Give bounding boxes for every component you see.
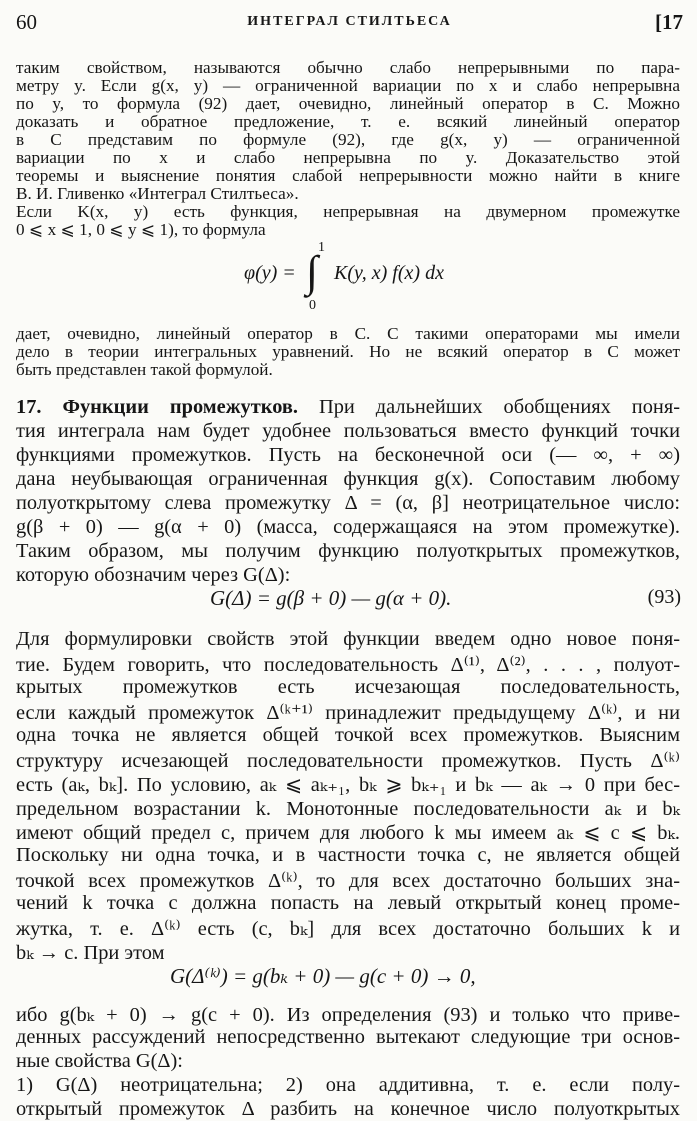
text-line: жутка, т. е. Δ⁽ᵏ⁾ есть (c, bₖ] для всех достаточно больших k и xyxy=(16,918,680,940)
text-line: функциями промежутков. Пусть на бесконечной оси (— ∞, + ∞) xyxy=(16,444,680,466)
text-line: В. И. Гливенко «Интеграл Стилтьеса». xyxy=(16,184,299,203)
text-line: таким свойством, называются обычно слабо непрерывными по пара- xyxy=(16,58,680,77)
running-title: ИНТЕГРАЛ СТИЛТЬЕСА xyxy=(247,14,452,29)
text-line: g(β + 0) — g(α + 0) (масса, содержащаяся на этом промежутке). xyxy=(16,516,680,538)
text-line: 17. Функции промежутков. При дальнейших обобщениях поня- xyxy=(16,396,681,418)
formula-93-body: G(Δ) = g(β + 0) — g(α + 0). xyxy=(210,586,452,610)
text-line: по y, то формула (92) дает, очевидно, линейный оператор в C. Можно xyxy=(16,94,680,113)
integral-lower-limit: 0 xyxy=(309,298,316,313)
text-line: денных рассуждений непосредственно вытекают следующие три основ- xyxy=(16,1026,680,1048)
text-line: дана неубывающая ограниченная функция g(x). Сопоставим любому xyxy=(16,468,680,490)
text-line: чений k точка c должна попасть на левый открытый конец проме- xyxy=(16,892,680,914)
section-heading: 17. Функции промежутков. xyxy=(16,396,299,418)
text-line: если каждый промежуток Δ⁽ᵏ⁺¹⁾ принадлежит предыдущему Δ⁽ᵏ⁾, и ни xyxy=(16,702,680,724)
text-line: Для формулировки свойств этой функции введем одно новое поня- xyxy=(16,628,680,650)
text-line: метру y. Если g(x, y) — ограниченной вариации по x и слабо непрерывна xyxy=(16,76,680,95)
text-line: ибо g(bₖ + 0) → g(c + 0). Из определения (93) и только что приве- xyxy=(16,1004,680,1026)
text-line: быть представлен такой формулой. xyxy=(16,360,273,379)
text-line: 1) G(Δ) неотрицательна; 2) она аддитивна, т. е. если полу- xyxy=(16,1074,680,1096)
text-line: полуоткрытому слева промежутку Δ = (α, β] неотрицательное число: xyxy=(16,492,680,514)
limit-formula-body: G(Δ⁽ᵏ⁾) = g(bₖ + 0) — g(c + 0) → 0, xyxy=(170,964,476,988)
text-line: теоремы и выяснение понятия слабой непрерывности можно найти в книге xyxy=(16,166,680,185)
text-line: которую обозначим через G(Δ): xyxy=(16,564,291,586)
section-marker: [17 xyxy=(655,10,683,34)
page-number: 60 xyxy=(16,10,37,34)
text-line: в C представим по формуле (92), где g(x, y) — ограниченной xyxy=(16,130,680,149)
text-line: предельном возрастании k. Монотонные последовательности aₖ и bₖ xyxy=(16,798,680,820)
text-line: точкой всех промежутков Δ⁽ᵏ⁾, то для всех достаточно больших зна- xyxy=(16,870,680,892)
text-line: доказать и обратное предложение, т. е. всякий линейный оператор xyxy=(16,112,680,131)
text-line: ные свойства G(Δ): xyxy=(16,1050,183,1072)
text-line: есть (aₖ, bₖ]. По условию, aₖ ⩽ aₖ₊₁, bₖ ⩾ bₖ₊₁ и bₖ — aₖ → 0 при бес- xyxy=(16,774,680,796)
text-line: дает, очевидно, линейный оператор в C. С такими операторами мы имели xyxy=(16,324,680,343)
text-line: крытых промежутков есть исчезающая последовательность, xyxy=(16,676,680,698)
text-line: структуру исчезающей последовательности промежутков. Пусть Δ⁽ᵏ⁾ xyxy=(16,750,680,772)
text-line: тия интеграла нам будет удобнее пользоваться вместо функций точки xyxy=(16,420,680,442)
formula-rhs: K(y, x) f(x) dx xyxy=(334,262,444,284)
text-line: дело в теории интегральных уравнений. Но не всякий оператор в C может xyxy=(16,342,680,361)
text-line: тие. Будем говорить, что последовательность Δ⁽¹⁾, Δ⁽²⁾, . . . , полуот- xyxy=(16,654,680,676)
text-line: bₖ → c. При этом xyxy=(16,942,165,964)
text-line: открытый промежуток Δ разбить на конечное число полуоткрытых xyxy=(16,1098,680,1120)
integral-sign: ∫ xyxy=(306,247,319,296)
text-line: вариации по x и слабо непрерывна по y. Доказательство этой xyxy=(16,148,680,167)
text-line: одна точка не является общей точкой всех промежутков. Выясним xyxy=(16,724,680,746)
text-line: Если K(x, y) есть функция, непрерывная на двумерном промежутке xyxy=(16,202,680,221)
equation-number: (93) xyxy=(647,586,681,608)
page-header xyxy=(16,8,683,38)
text-line: имеют общий предел c, причем для любого k мы имеем aₖ ⩽ c ⩽ bₖ. xyxy=(16,822,680,844)
text-line: Таким образом, мы получим функцию полуоткрытых промежутков, xyxy=(16,540,680,562)
text-line: Поскольку ни одна точка, и в частности точка c, не является общей xyxy=(16,844,680,866)
integral-upper-limit: 1 xyxy=(318,240,325,255)
text-line: 0 ⩽ x ⩽ 1, 0 ⩽ y ⩽ 1), то формула xyxy=(16,220,266,239)
formula-lhs: φ(y) = xyxy=(244,262,296,284)
